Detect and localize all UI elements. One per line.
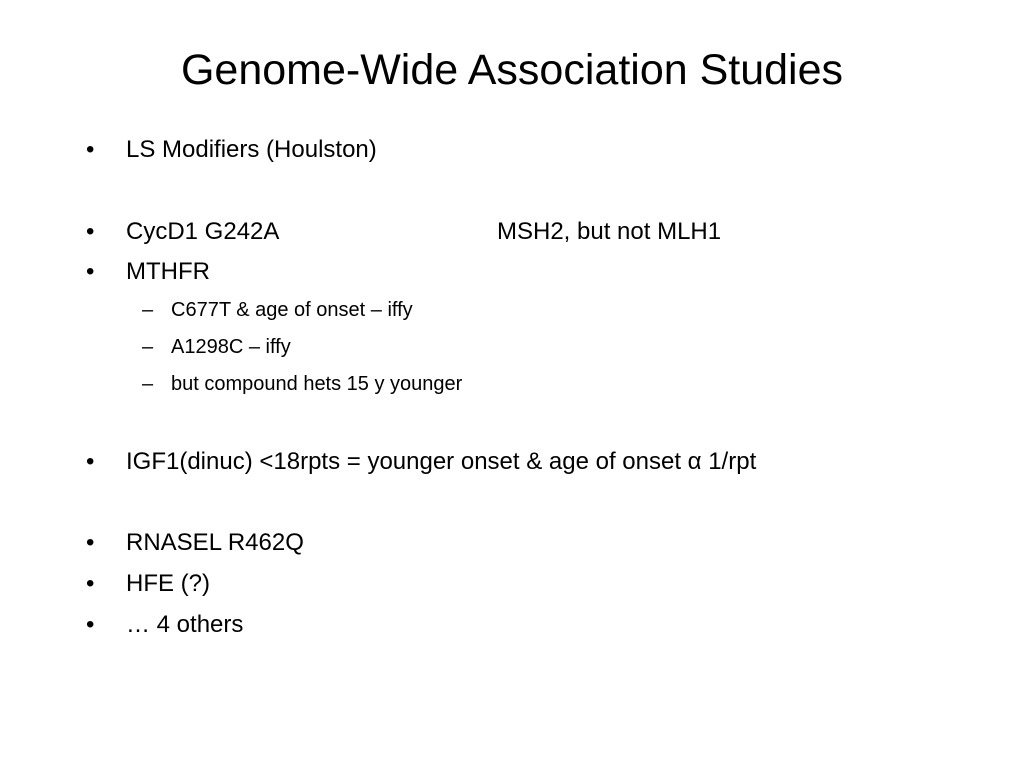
sub-item-a1298c: A1298C – iffy — [171, 336, 291, 358]
bullet-icon: • — [86, 448, 95, 475]
bullet-item-igf1: IGF1(dinuc) <18rpts = younger onset & age of onset α 1/rpt — [126, 448, 757, 475]
dash-icon: – — [142, 373, 154, 395]
bullet-icon: • — [86, 570, 95, 597]
bullet-icon: • — [86, 218, 95, 245]
bullet-item-hfe: HFE (?) — [126, 570, 210, 597]
bullet-item-mthfr: MTHFR — [126, 258, 210, 285]
sub-item-c677t: C677T & age of onset – iffy — [171, 299, 413, 321]
bullet-item-rnasel: RNASEL R462Q — [126, 529, 304, 556]
bullet-item-cycd1: CycD1 G242A — [126, 218, 280, 245]
dash-icon: – — [142, 336, 154, 358]
sub-item-compound-hets: but compound hets 15 y younger — [171, 373, 463, 395]
bullet-icon: • — [86, 136, 95, 163]
bullet-icon: • — [86, 611, 95, 638]
bullet-item-cycd1-note: MSH2, but not MLH1 — [497, 218, 722, 245]
slide-title: Genome-Wide Association Studies — [180, 46, 844, 94]
bullet-icon: • — [86, 529, 95, 556]
bullet-icon: • — [86, 258, 95, 285]
bullet-item-others: … 4 others — [126, 611, 244, 638]
dash-icon: – — [142, 299, 154, 321]
bullet-item-ls-modifiers: LS Modifiers (Houlston) — [126, 136, 377, 163]
